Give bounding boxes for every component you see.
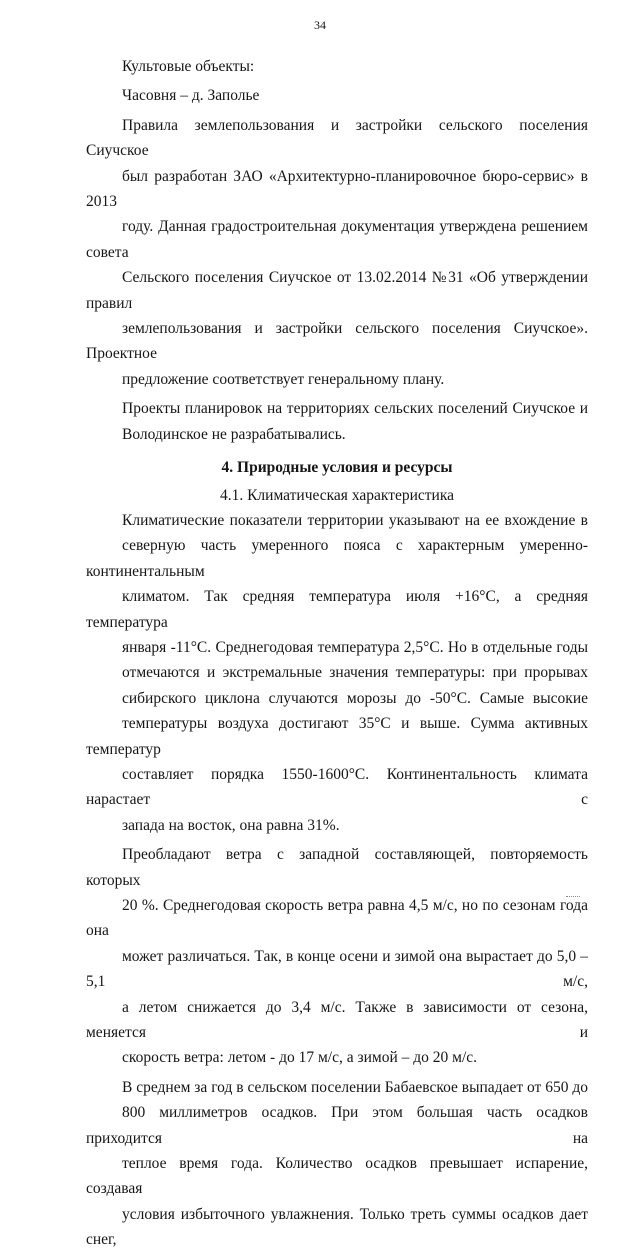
- text-line: Сельского поселения Сиучское от 13.02.2014 №31 «Об утверждении правил: [86, 269, 588, 312]
- text-line: Преобладают ветра с западной составляющей, повторяемость которых: [86, 846, 588, 889]
- cult-objects-item: Часовня – д. Заполье: [122, 87, 260, 105]
- cult-objects-title: Культовые объекты:: [122, 58, 255, 75]
- text-line: Климатические показатели территории указывают на ее вхождение в: [122, 511, 588, 529]
- subsection-heading: 4.1. Климатическая характеристика: [219, 486, 455, 504]
- text-line: сибирского циклона случаются морозы до -50°С. Самые высокие: [122, 689, 588, 707]
- text-line: может различаться. Так, в конце осени и зимой она вырастает до 5,0 – 5,1 м/с,: [86, 947, 588, 991]
- text-line: климатом. Так средняя температура июля +16°С, а средняя температура: [86, 588, 588, 631]
- text-line: был разработан ЗАО «Архитектурно-планировочное бюро-сервис» в 2013: [86, 167, 588, 211]
- climate-paragraph: [86, 508, 588, 838]
- text-line: запада на восток, она равна 31%.: [122, 816, 340, 834]
- document-body: [86, 54, 588, 1253]
- precipitation-paragraph: [86, 1075, 588, 1253]
- text-line: а летом снижается до 3,4 м/с. Также в зависимости от сезона, меняется и: [86, 998, 588, 1042]
- text-line: землепользования и застройки сельского поселения Сиучское». Проектное: [86, 320, 588, 363]
- text-line: Володинское не разрабатывались.: [122, 425, 346, 443]
- text-line: условия избыточного увлажнения. Только треть суммы осадков дает снег,: [86, 1205, 588, 1249]
- text-line: Проекты планировок на территориях сельских поселений Сиучское и: [122, 400, 588, 418]
- text-line: скорость ветра: летом - до 17 м/с, а зимой – до 20 м/с.: [122, 1049, 478, 1067]
- projects-paragraph: [86, 396, 588, 447]
- text-line: 800 миллиметров осадков. При этом большая часть осадков приходится на: [86, 1104, 588, 1147]
- text-line: северную часть умеренного пояса с характерным умеренно-континентальным: [86, 537, 588, 580]
- text-line: января -11°С. Среднегодовая температура 2,5°С. Но в отдельные годы: [122, 638, 588, 656]
- winds-paragraph: [86, 842, 588, 1071]
- text-line: Правила землепользования и застройки сельского поселения Сиучское: [86, 116, 588, 160]
- scan-mark: [566, 896, 580, 899]
- section-heading: 4. Природные условия и ресурсы: [221, 459, 453, 477]
- text-line: отмечаются и экстремальные значения температуры: при прорывах: [122, 664, 588, 682]
- text-line: году. Данная градостроительная документация утверждена решением совета: [86, 218, 588, 261]
- text-line: предложение соответствует генеральному плану.: [122, 370, 445, 388]
- page-number: 34: [314, 18, 326, 32]
- text-line: составляет порядка 1550-1600°С. Континентальность климата нарастает с: [86, 765, 588, 809]
- text-line: теплое время года. Количество осадков превышает испарение, создавая: [86, 1155, 588, 1198]
- text-line: температуры воздуха достигают 35°С и выше. Сумма активных температур: [86, 715, 588, 758]
- rules-paragraph: [86, 113, 588, 392]
- text-line: 20 %. Среднегодовая скорость ветра равна 4,5 м/с, но по сезонам года она: [86, 897, 588, 940]
- text-line: В среднем за год в сельском поселении Бабаевское выпадает от 650 до: [122, 1078, 588, 1096]
